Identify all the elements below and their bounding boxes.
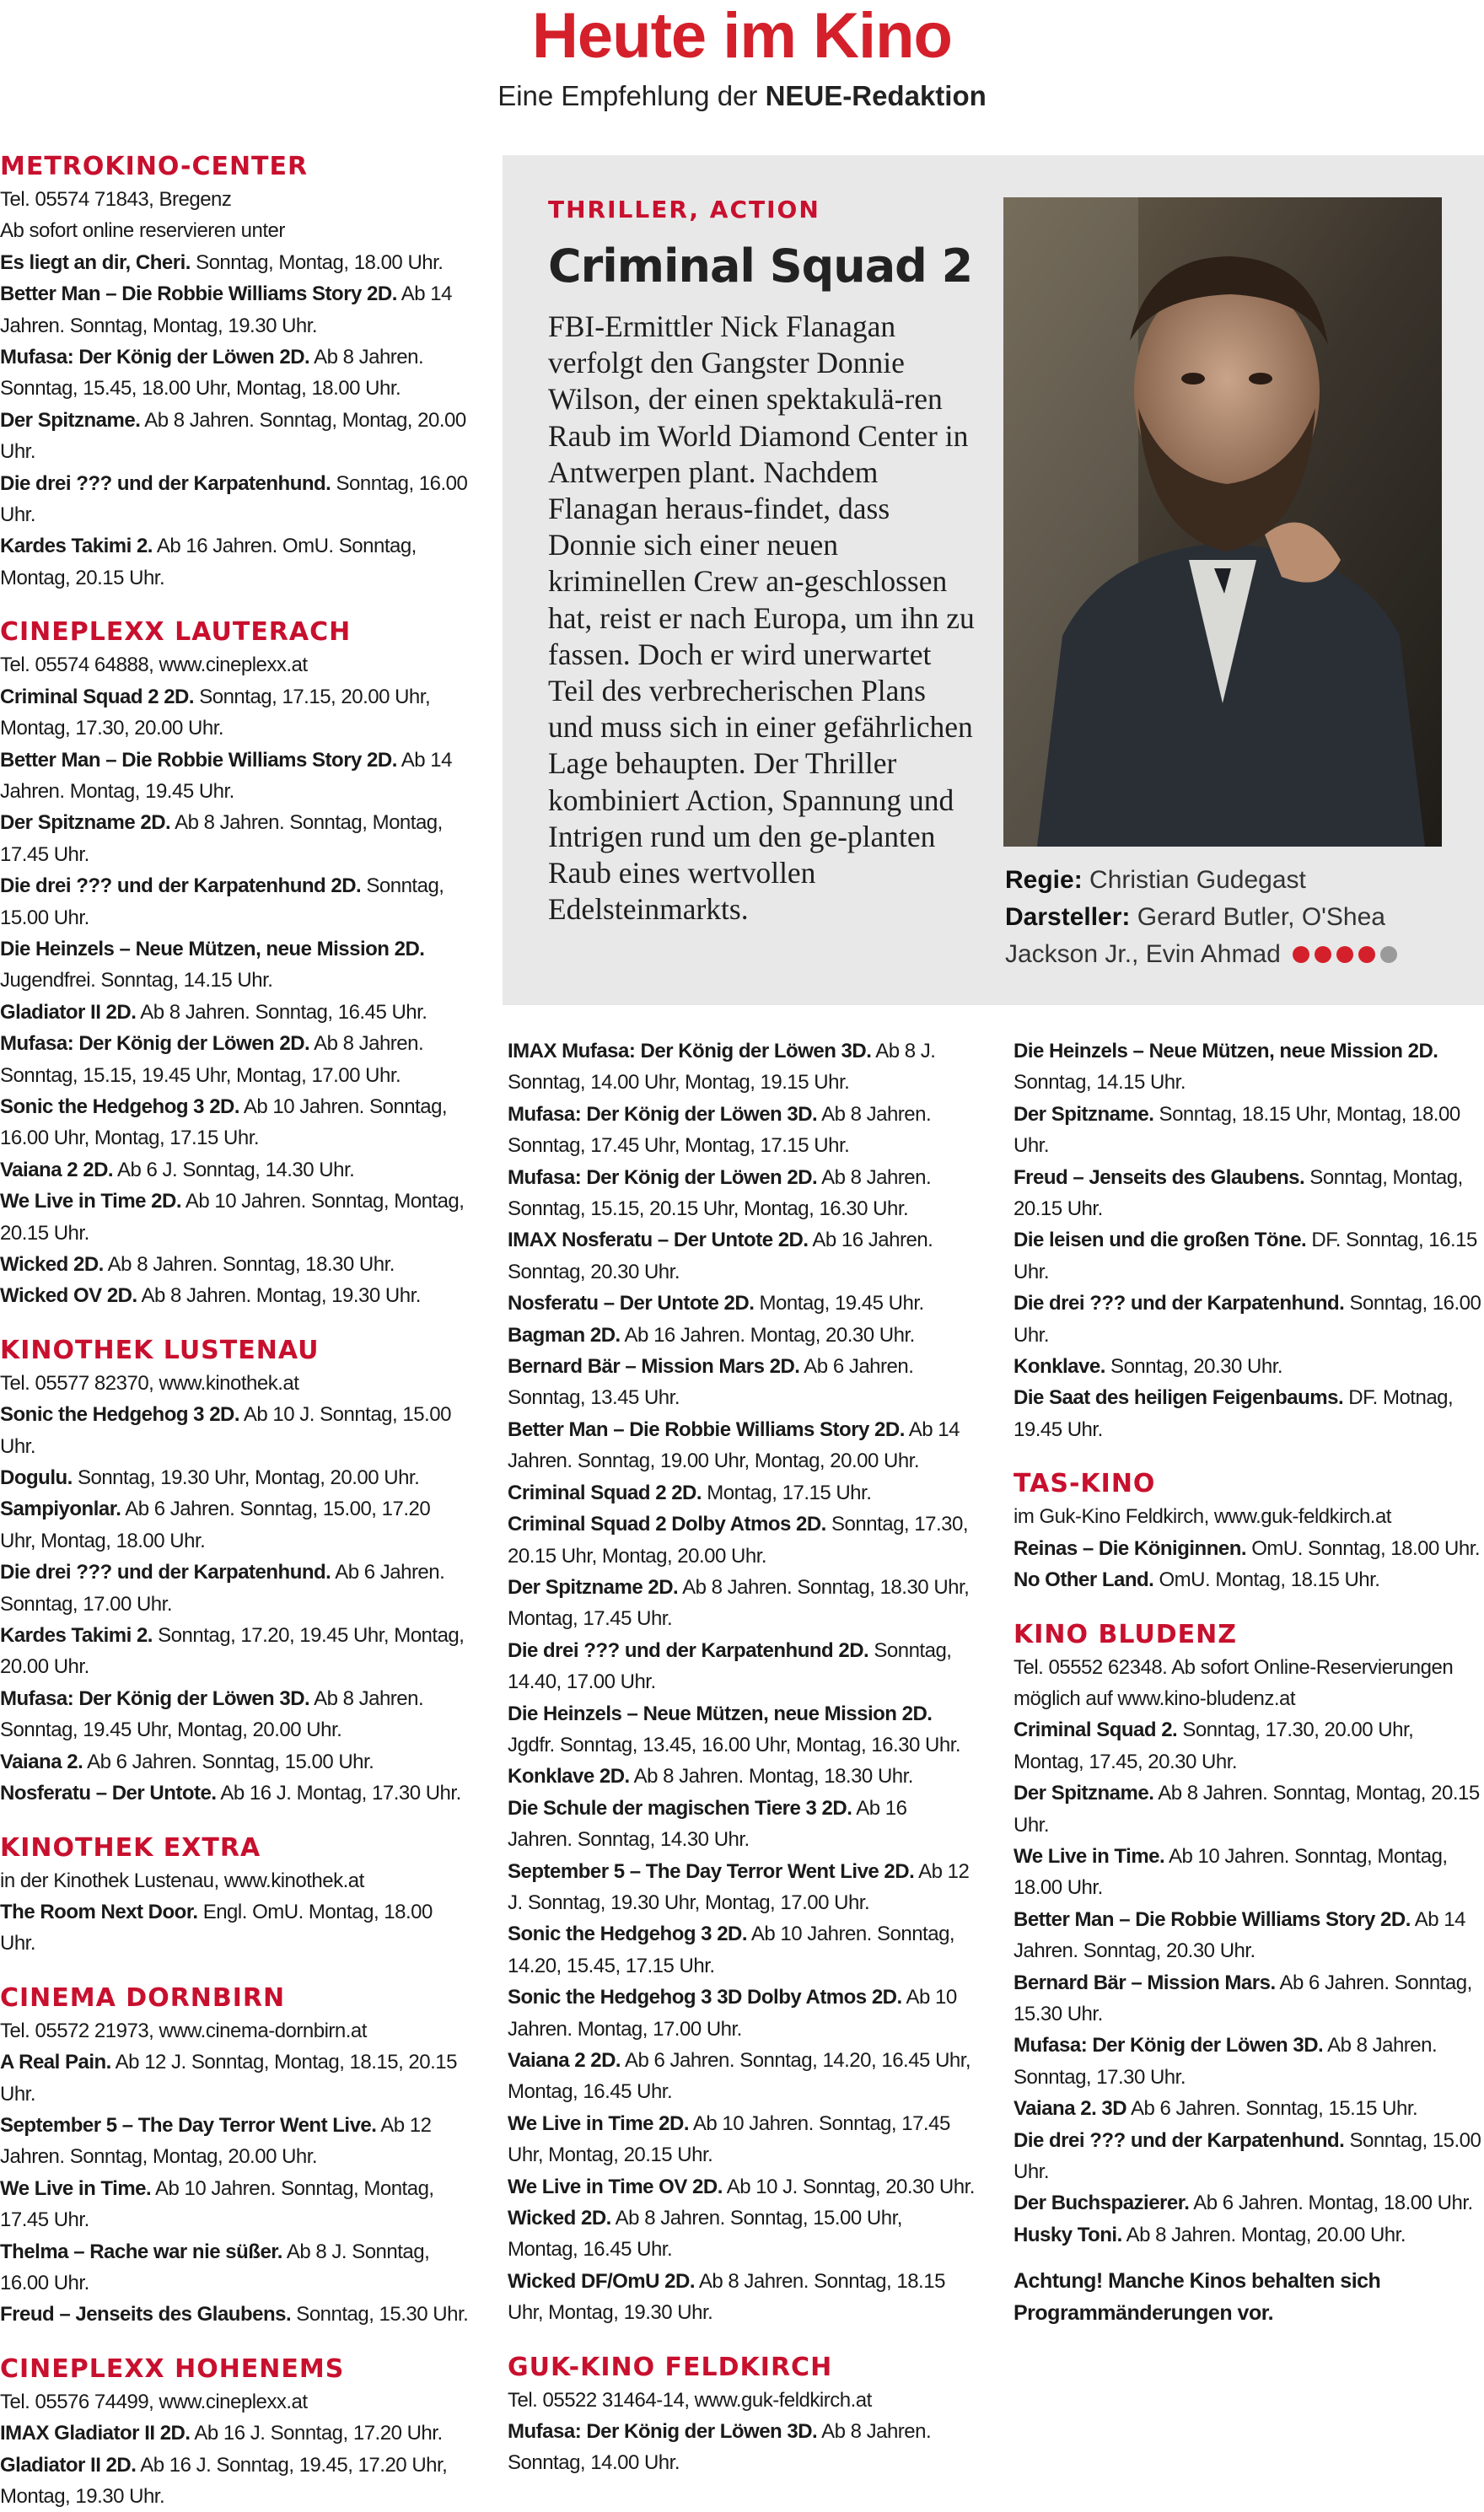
film-title: Die drei ??? und der Karpatenhund 2D.	[0, 874, 362, 898]
screening-times: Ab 16 Jahren. Sonntag, 20.30 Uhr.	[508, 1229, 933, 1283]
section-spacer	[1014, 1596, 1482, 1618]
film-title: We Live in Time 2D.	[508, 2111, 690, 2135]
screening-times: Ab 10 Jahren. Sonntag, Montag, 20.15 Uhr.	[0, 1190, 465, 1245]
screening-times: Ab 8 Jahren. Sonntag, 14.00 Uhr.	[508, 2420, 932, 2475]
screening-times: Ab 6 Jahren. Montag, 18.00 Uhr.	[1189, 2192, 1473, 2215]
screening-entry	[0, 933, 469, 997]
film-title: Die Schule der magischen Tiere 3 2D.	[508, 1796, 852, 1820]
program-change-note: Achtung! Manche Kinos behalten sich Programmänderungen vor.	[1014, 2269, 1381, 2325]
screening-entry	[1014, 2030, 1482, 2093]
screening-times: Ab 8 Jahren. Sonntag, 18.30 Uhr.	[103, 1253, 395, 1276]
screening-entry	[0, 2047, 469, 2110]
film-title: Bagman 2D.	[508, 1323, 621, 1347]
cinema-heading: KINOTHEK LUSTENAU	[0, 1335, 320, 1365]
film-title: Der Spitzname.	[1014, 1102, 1154, 1126]
screening-times: Ab 8 Jahren. Sonntag, 17.30 Uhr.	[1014, 2034, 1438, 2089]
screening-times: Montag, 19.45 Uhr.	[754, 1292, 924, 1315]
screening-times: Ab 6 Jahren. Sonntag, 15.00, 17.20 Uhr, Montag, 18.00 Uhr.	[0, 1498, 431, 1552]
screening-entry	[508, 1856, 976, 1919]
film-title: Die drei ??? und der Karpatenhund.	[0, 1561, 331, 1584]
film-title: Der Spitzname 2D.	[0, 811, 171, 835]
screening-entry	[0, 870, 469, 933]
screening-entry	[0, 681, 469, 745]
cast-label: Darsteller:	[1005, 903, 1131, 931]
film-title: Nosferatu – Der Untote.	[0, 1782, 217, 1805]
screening-times: Sonntag, 18.15 Uhr, Montag, 18.00 Uhr.	[1014, 1102, 1460, 1158]
listing-column-left	[0, 150, 469, 2512]
feature-description: FBI-Ermittler Nick Flanagan verfolgt den Gangster Donnie Wilson, der einen spektakulä-ren Raub im World Diamond Center in Antwerpen plant. Nachdem Flanagan heraus-findet, dass Donnie sich einer neuen kriminellen Crew an-geschlossen hat, reist er nach Europa, um ihn zu fassen. Doch er wird unerwartet Teil des verbrecherischen Plans und muss sich in einer gefährlichen Lage behaupten. Der Thriller kombiniert Action, Spannung und Intrigen rund um den ge-planten Raub eines wertvollen Edelsteinmarkts.	[548, 309, 975, 927]
screening-times: Ab 14 Jahren. Sonntag, Montag, 19.30 Uhr.	[0, 282, 452, 337]
screening-entry	[508, 1918, 976, 1982]
screening-times: Ab 12 J. Sonntag, Montag, 18.15, 20.15 Uhr.	[0, 2051, 457, 2106]
screening-entry	[1014, 1564, 1482, 1595]
film-title: Husky Toni.	[1014, 2223, 1122, 2246]
screening-entry	[1014, 1533, 1482, 1564]
screening-entry	[0, 468, 469, 531]
film-title: Die drei ??? und der Karpatenhund 2D.	[508, 1638, 869, 1662]
screening-times: Ab 8 Jahren. Sonntag, 15.15, 19.45 Uhr, Montag, 17.00 Uhr.	[0, 1032, 424, 1087]
film-title: Mufasa: Der König der Löwen 2D.	[0, 346, 310, 369]
film-title: Criminal Squad 2 Dolby Atmos 2D.	[508, 1513, 826, 1536]
page-subtitle	[0, 79, 1484, 113]
feature-credits	[1005, 862, 1460, 974]
listing-column-middle	[508, 1035, 976, 2479]
screening-entry	[508, 1351, 976, 1414]
cinema-heading: TAS-KINO	[1014, 1469, 1156, 1499]
screening-times: Ab 10 Jahren. Sonntag, 17.45 Uhr, Montag, 20.15 Uhr.	[508, 2111, 950, 2167]
cinema-heading: METROKINO-CENTER	[0, 152, 309, 181]
film-title: Der Buchspazierer.	[1014, 2192, 1190, 2215]
film-title: Die Heinzels – Neue Mützen, neue Mission 2D.	[508, 1702, 933, 1725]
screening-entry	[0, 1778, 469, 1809]
film-title: September 5 – The Day Terror Went Live 2D.	[508, 1859, 915, 1883]
cinema-heading: KINOTHEK EXTRA	[0, 1832, 261, 1863]
screening-times: Sonntag, 14.15 Uhr.	[1014, 1071, 1186, 1095]
screening-entry	[0, 2110, 469, 2173]
film-title: Wicked 2D.	[508, 2207, 611, 2230]
film-title: Mufasa: Der König der Löwen 3D.	[0, 1686, 310, 1710]
screening-times: Ab 16 Jahren. OmU. Sonntag, Montag, 20.15 Uhr.	[0, 535, 417, 589]
screening-times: Sonntag, 17.15, 20.00 Uhr, Montag, 17.30, 20.00 Uhr.	[0, 685, 431, 740]
rating-dot-filled	[1336, 946, 1353, 963]
screening-entry	[0, 1280, 469, 1311]
screening-entry	[508, 1224, 976, 1288]
screening-entry	[0, 530, 469, 594]
screening-entry	[1014, 1904, 1482, 1967]
film-title: Vaiana 2 2D.	[0, 1158, 114, 1181]
screening-times: Sonntag, Montag, 20.15 Uhr.	[1014, 1165, 1463, 1221]
film-title: Sonic the Hedgehog 3 2D.	[0, 1403, 240, 1427]
rating-dot-filled	[1315, 946, 1331, 963]
film-title: Sonic the Hedgehog 3 2D.	[508, 1923, 748, 1946]
film-title: Der Spitzname.	[1014, 1782, 1154, 1805]
screening-times: Ab 10 Jahren. Sonntag, Montag, 17.45 Uhr.	[0, 2176, 434, 2232]
screening-entry	[508, 1320, 976, 1351]
film-title: Wicked 2D.	[0, 1253, 104, 1276]
screening-times: Ab 8 Jahren. Sonntag, 15.45, 18.00 Uhr, Montag, 18.00 Uhr.	[0, 346, 424, 401]
screening-times: Ab 12 Jahren. Sonntag, Montag, 20.00 Uhr.	[0, 2113, 432, 2169]
cinema-info: Ab sofort online reservieren unter	[0, 219, 285, 243]
screening-entry	[508, 1982, 976, 2045]
section-spacer	[0, 594, 469, 616]
section-spacer	[508, 2329, 976, 2351]
screening-times: Ab 14 Jahren. Sonntag, 19.00 Uhr, Montag, 20.00 Uhr.	[508, 1417, 960, 1473]
screening-times: Sonntag, 14.40, 17.00 Uhr.	[508, 1638, 952, 1694]
screening-times: Ab 6 Jahren. Sonntag, 13.45 Uhr.	[508, 1355, 914, 1410]
screening-times: Ab 6 Jahren. Sonntag, 15.00 Uhr.	[83, 1750, 374, 1773]
film-title: Mufasa: Der König der Löwen 3D.	[508, 1102, 818, 1126]
rating-dot-filled	[1358, 946, 1375, 963]
movie-still-photo	[1003, 197, 1442, 847]
screening-times: Sonntag, 17.30, 20.00 Uhr, Montag, 17.45, 20.30 Uhr.	[1014, 1719, 1414, 1773]
screening-entry	[508, 1035, 976, 1099]
screening-times: Ab 14 Jahren. Sonntag, 20.30 Uhr.	[1014, 1907, 1465, 1963]
screening-times: Sonntag, 16.00 Uhr.	[1014, 1292, 1481, 1347]
film-title: Die Heinzels – Neue Mützen, neue Mission 2D.	[1014, 1040, 1438, 1062]
film-title: We Live in Time OV 2D.	[508, 2175, 723, 2198]
cinema-info: Tel. 05522 31464-14, www.guk-feldkirch.at	[508, 2388, 872, 2412]
screening-times: Ab 10 Jahren. Sonntag, 16.00 Uhr, Montag, 17.15 Uhr.	[0, 1095, 448, 1150]
screening-entry	[1014, 1714, 1482, 1778]
cast-names: Gerard Butler, O'Shea Jackson Jr., Evin Ahmad	[1005, 903, 1385, 968]
screening-entry	[1014, 1351, 1482, 1382]
film-title: Der Spitzname.	[0, 408, 141, 432]
film-title: Gladiator II 2D.	[0, 1000, 137, 1024]
screening-entry	[0, 1683, 469, 1746]
screening-times: DF. Sonntag, 16.15 Uhr.	[1014, 1229, 1477, 1283]
screening-times: Ab 8 Jahren. Sonntag, Montag, 17.45 Uhr.	[0, 811, 443, 866]
screening-times: Ab 10 Jahren. Sonntag, 14.20, 15.45, 17.15 Uhr.	[508, 1923, 955, 1977]
film-title: We Live in Time.	[1014, 1844, 1165, 1868]
film-title: IMAX Mufasa: Der König der Löwen 3D.	[508, 1040, 872, 1062]
cinema-heading: KINO BLUDENZ	[1014, 1619, 1237, 1649]
screening-entry	[0, 807, 469, 870]
screening-entry	[0, 2236, 469, 2300]
screening-times: Ab 8 Jahren. Sonntag, 15.15, 20.15 Uhr, Montag, 16.30 Uhr.	[508, 1165, 932, 1221]
screening-times: Ab 8 Jahren. Sonntag, 16.45 Uhr.	[136, 1000, 427, 1024]
screening-entry	[1014, 1162, 1482, 1225]
film-title: Wicked DF/OmU 2D.	[508, 2269, 695, 2293]
screening-entry	[1014, 1841, 1482, 1904]
film-title: Mufasa: Der König der Löwen 3D.	[1014, 2034, 1324, 2057]
screening-times: Ab 8 Jahren. Montag, 20.00 Uhr.	[1121, 2223, 1406, 2246]
screening-times: Ab 6 Jahren. Sonntag, 17.00 Uhr.	[0, 1561, 445, 1616]
screening-entry	[0, 2173, 469, 2236]
film-title: Criminal Squad 2.	[1014, 1719, 1178, 1742]
film-title: Konklave.	[1014, 1355, 1105, 1379]
film-title: Vaiana 2.	[0, 1750, 83, 1773]
screening-times: Ab 16 Jahren. Montag, 20.30 Uhr.	[620, 1323, 915, 1347]
screening-entry	[0, 1896, 469, 1960]
cinema-heading: CINEPLEXX HOHENEMS	[0, 2353, 345, 2384]
screening-entry	[0, 342, 469, 405]
screening-times: Ab 10 J. Sonntag, 20.30 Uhr.	[722, 2175, 975, 2198]
film-title: Die leisen und die großen Töne.	[1014, 1229, 1307, 1252]
screening-times: Sonntag, 15.00 Uhr.	[0, 874, 444, 929]
screening-times: Ab 10 Jahren. Montag, 17.00 Uhr.	[508, 1986, 957, 2041]
section-spacer	[0, 1960, 469, 1982]
cinema-info: Tel. 05572 21973, www.cinema-dornbirn.at	[0, 2019, 367, 2042]
screening-entry	[508, 2171, 976, 2203]
film-title: We Live in Time 2D.	[0, 1190, 182, 1213]
section-spacer	[0, 1810, 469, 1832]
film-title: Better Man – Die Robbie Williams Story 2D.	[0, 748, 397, 772]
screening-times: Ab 16 J. Sonntag, 19.45, 17.20 Uhr, Montag, 19.30 Uhr.	[0, 2453, 448, 2508]
screening-times: Ab 16 J. Sonntag, 17.20 Uhr.	[190, 2422, 443, 2445]
screening-times: Ab 16 Jahren. Sonntag, 14.30 Uhr.	[508, 1796, 907, 1852]
screening-entry	[1014, 1099, 1482, 1162]
screening-times: Ab 8 Jahren. Sonntag, Montag, 20.00 Uhr.	[0, 408, 466, 464]
film-title: Mufasa: Der König der Löwen 2D.	[508, 1165, 818, 1189]
screening-times: Montag, 17.15 Uhr.	[702, 1481, 872, 1504]
screening-times: DF. Motnag, 19.45 Uhr.	[1014, 1386, 1454, 1441]
screening-entry	[1014, 1224, 1482, 1288]
screening-times: Ab 8 Jahren. Montag, 18.30 Uhr.	[629, 1765, 913, 1789]
screening-times: Ab 8 Jahren. Sonntag, 18.15 Uhr, Montag, 19.30 Uhr.	[508, 2269, 945, 2325]
screening-entry	[508, 2045, 976, 2108]
page-title: Heute im Kino	[532, 0, 952, 72]
screening-times: Ab 8 Jahren. Sonntag, 18.30 Uhr, Montag, 17.45 Uhr.	[508, 1575, 970, 1631]
film-title: Bernard Bär – Mission Mars.	[1014, 1971, 1276, 1994]
screening-times: Sonntag, 15.00 Uhr.	[1014, 2128, 1481, 2183]
cinema-heading: GUK-KINO FELDKIRCH	[508, 2352, 833, 2382]
screening-times: Sonntag, 15.30 Uhr.	[291, 2303, 469, 2326]
film-title: Gladiator II 2D.	[0, 2453, 137, 2477]
screening-entry	[508, 1099, 976, 1162]
film-title: Kardes Takimi 2.	[0, 535, 153, 558]
screening-entry	[1014, 1967, 1482, 2031]
film-title: A Real Pain.	[0, 2051, 111, 2074]
screening-times: Ab 8 J. Sonntag, 14.00 Uhr, Montag, 19.15 Uhr.	[508, 1040, 936, 1095]
film-title: Reinas – Die Königinnen.	[1014, 1536, 1247, 1560]
subtitle-prefix: Eine Empfehlung der	[497, 80, 766, 111]
subtitle-brand: NEUE-Redaktion	[765, 80, 987, 111]
film-title: Dogulu.	[0, 1466, 73, 1490]
screening-entry	[0, 405, 469, 468]
screening-entry	[1014, 2219, 1482, 2251]
film-title: Better Man – Die Robbie Williams Story 2D.	[0, 282, 397, 306]
film-title: Thelma – Rache war nie süßer.	[0, 2240, 282, 2263]
screening-entry	[0, 1493, 469, 1557]
screening-times: OmU. Sonntag, 18.00 Uhr.	[1246, 1536, 1481, 1560]
film-title: The Room Next Door.	[0, 1900, 198, 1923]
screening-times: Jugendfrei. Sonntag, 14.15 Uhr.	[0, 969, 273, 992]
screening-entry	[0, 1028, 469, 1091]
film-title: Criminal Squad 2 2D.	[508, 1481, 702, 1504]
section-spacer	[0, 2331, 469, 2353]
screening-entry	[508, 2416, 976, 2479]
film-title: Freud – Jenseits des Glaubens.	[1014, 1165, 1305, 1189]
screening-times: Ab 8 Jahren. Sonntag, 17.45 Uhr, Montag, 17.15 Uhr.	[508, 1102, 932, 1158]
director-label: Regie:	[1005, 866, 1083, 894]
feature-box	[503, 155, 1484, 1005]
film-title: Freud – Jenseits des Glaubens.	[0, 2303, 292, 2326]
screening-times: Ab 6 Jahren. Sonntag, 15.30 Uhr.	[1014, 1971, 1472, 2025]
screening-entry	[508, 1635, 976, 1698]
screening-entry	[1014, 1382, 1482, 1445]
film-title: No Other Land.	[1014, 1568, 1154, 1592]
screening-entry	[0, 1091, 469, 1154]
film-title: Konklave 2D.	[508, 1765, 630, 1789]
screening-times: Ab 16 J. Montag, 17.30 Uhr.	[216, 1782, 461, 1805]
screening-entry	[0, 2418, 469, 2449]
film-title: Sonic the Hedgehog 3 2D.	[0, 1095, 240, 1118]
screening-entry	[0, 1186, 469, 1249]
screening-times: Sonntag, 20.30 Uhr.	[1105, 1355, 1283, 1379]
screening-entry	[0, 278, 469, 342]
film-title: Better Man – Die Robbie Williams Story 2D.	[1014, 1907, 1411, 1931]
screening-times: Ab 8 Jahren. Sonntag, 19.45 Uhr, Montag, 20.00 Uhr.	[0, 1686, 424, 1742]
film-title: Kardes Takimi 2.	[0, 1624, 153, 1648]
film-title: Mufasa: Der König der Löwen 2D.	[0, 1032, 310, 1056]
film-title: Bernard Bär – Mission Mars 2D.	[508, 1355, 800, 1379]
screening-entry	[0, 1557, 469, 1620]
screening-times: Ab 14 Jahren. Montag, 19.45 Uhr.	[0, 748, 452, 803]
screening-entry	[508, 1162, 976, 1225]
screening-times: Sonntag, 16.00 Uhr.	[0, 471, 468, 527]
screening-entry	[508, 1414, 976, 1477]
cinema-info: Tel. 05577 82370, www.kinothek.at	[0, 1371, 299, 1395]
film-title: Die drei ??? und der Karpatenhund.	[1014, 1292, 1345, 1315]
screening-times: Ab 6 Jahren. Sonntag, 14.20, 16.45 Uhr, Montag, 16.45 Uhr.	[508, 2049, 971, 2104]
cinema-info: Tel. 05574 71843, Bregenz	[0, 188, 232, 211]
film-title: September 5 – The Day Terror Went Live.	[0, 2113, 377, 2137]
screening-entry	[0, 1746, 469, 1778]
screening-entry	[508, 1761, 976, 1792]
film-title: IMAX Gladiator II 2D.	[0, 2422, 191, 2445]
film-title: Der Spitzname 2D.	[508, 1575, 679, 1599]
cinema-info: in der Kinothek Lustenau, www.kinothek.at	[0, 1869, 364, 1892]
cinema-heading: CINEMA DORNBIRN	[0, 1982, 286, 2013]
screening-entry	[1014, 2125, 1482, 2188]
screening-times: Engl. OmU. Montag, 18.00 Uhr.	[0, 1900, 433, 1955]
film-title: Die Saat des heiligen Feigenbaums.	[1014, 1386, 1344, 1410]
cinema-info: im Guk-Kino Feldkirch, www.guk-feldkirch.at	[1014, 1505, 1391, 1529]
screening-entry	[508, 2203, 976, 2266]
feature-title: Criminal Squad 2	[548, 239, 973, 293]
film-title: Die drei ??? und der Karpatenhund.	[0, 471, 331, 495]
screening-entry	[0, 1399, 469, 1462]
screening-entry	[0, 247, 469, 278]
screening-entry	[0, 2450, 469, 2512]
screening-entry	[508, 1509, 976, 1572]
screening-entry	[1014, 2187, 1482, 2219]
screening-entry	[508, 2108, 976, 2171]
cinema-info: Tel. 05552 62348. Ab sofort Online-Reservierungen möglich auf www.kino-bludenz.at	[1014, 1655, 1454, 1710]
screening-entry	[0, 1249, 469, 1280]
screening-entry	[1014, 2093, 1482, 2124]
film-title: Vaiana 2 2D.	[508, 2049, 621, 2072]
screening-entry	[508, 1288, 976, 1319]
screening-times: Ab 10 Jahren. Sonntag, Montag, 18.00 Uhr.	[1014, 1844, 1448, 1900]
screening-times: Sonntag, 17.30, 20.15 Uhr, Montag, 20.00 Uhr.	[508, 1513, 968, 1568]
screening-entry	[1014, 1035, 1482, 1099]
listing-column-right	[1014, 1035, 1482, 2329]
screening-times: Ab 6 Jahren. Sonntag, 15.15 Uhr.	[1126, 2097, 1418, 2121]
film-title: IMAX Nosferatu – Der Untote 2D.	[508, 1229, 809, 1252]
cinema-info: Tel. 05576 74499, www.cineplexx.at	[0, 2390, 308, 2413]
screening-times: Sonntag, 19.30 Uhr, Montag, 20.00 Uhr.	[72, 1466, 420, 1490]
film-title: Sonic the Hedgehog 3 3D Dolby Atmos 2D.	[508, 1986, 902, 2009]
screening-times: Jgdfr. Sonntag, 13.45, 16.00 Uhr, Montag, 16.30 Uhr.	[508, 1733, 961, 1756]
screening-times: Ab 8 J. Sonntag, 16.00 Uhr.	[0, 2240, 430, 2294]
film-title: Wicked OV 2D.	[0, 1284, 137, 1308]
director-name: Christian Gudegast	[1089, 866, 1306, 894]
film-title: Die Heinzels – Neue Mützen, neue Mission 2D.	[0, 937, 425, 960]
screening-times: Ab 8 Jahren. Montag, 19.30 Uhr.	[137, 1284, 421, 1308]
screening-times: Sonntag, 17.20, 19.45 Uhr, Montag, 20.00 Uhr.	[0, 1624, 465, 1679]
screening-entry	[508, 1572, 976, 1635]
film-title: Vaiana 2. 3D	[1014, 2097, 1127, 2121]
rating-dot-filled	[1293, 946, 1309, 963]
film-title: Es liegt an dir, Cheri.	[0, 250, 191, 274]
film-title: Mufasa: Der König der Löwen 3D.	[508, 2420, 818, 2444]
rating-dot-empty	[1380, 946, 1397, 963]
screening-entry	[0, 997, 469, 1028]
film-title: We Live in Time.	[0, 2176, 152, 2200]
cinema-info: Tel. 05574 64888, www.cineplexx.at	[0, 654, 308, 677]
film-title: Nosferatu – Der Untote 2D.	[508, 1292, 755, 1315]
movie-still-illustration	[1003, 197, 1442, 847]
screening-times: Ab 8 Jahren. Sonntag, 15.00 Uhr, Montag, 16.45 Uhr.	[508, 2207, 902, 2262]
screening-times: Sonntag, Montag, 18.00 Uhr.	[190, 250, 444, 274]
rating-dots	[1293, 937, 1402, 974]
film-title: Criminal Squad 2 2D.	[0, 685, 195, 708]
film-title: Sampiyonlar.	[0, 1498, 121, 1521]
screening-times: Ab 6 J. Sonntag, 14.30 Uhr.	[113, 1158, 355, 1181]
screening-entry	[1014, 1288, 1482, 1351]
cinema-heading: CINEPLEXX LAUTERACH	[0, 617, 352, 648]
screening-entry	[0, 1620, 469, 1683]
screening-entry	[508, 1477, 976, 1509]
screening-times: Ab 8 Jahren. Sonntag, Montag, 20.15 Uhr.	[1014, 1782, 1480, 1837]
screening-entry	[0, 1154, 469, 1186]
screening-entry	[1014, 1778, 1482, 1841]
screening-entry	[0, 745, 469, 808]
screening-times: Ab 10 J. Sonntag, 15.00 Uhr.	[0, 1403, 451, 1458]
section-spacer	[0, 1312, 469, 1334]
screening-times: OmU. Montag, 18.15 Uhr.	[1153, 1568, 1380, 1592]
film-title: Better Man – Die Robbie Williams Story 2D.	[508, 1417, 905, 1441]
screening-entry	[0, 1462, 469, 1493]
section-spacer	[1014, 1445, 1482, 1467]
screening-entry	[508, 1698, 976, 1762]
screening-entry	[508, 2266, 976, 2329]
film-title: Die drei ??? und der Karpatenhund.	[1014, 2128, 1345, 2152]
feature-genre: THRILLER, ACTION	[548, 196, 820, 223]
screening-entry	[508, 1793, 976, 1856]
screening-times: Ab 12 J. Sonntag, 19.30 Uhr, Montag, 17.00 Uhr.	[508, 1859, 970, 1914]
screening-entry	[0, 2299, 469, 2330]
